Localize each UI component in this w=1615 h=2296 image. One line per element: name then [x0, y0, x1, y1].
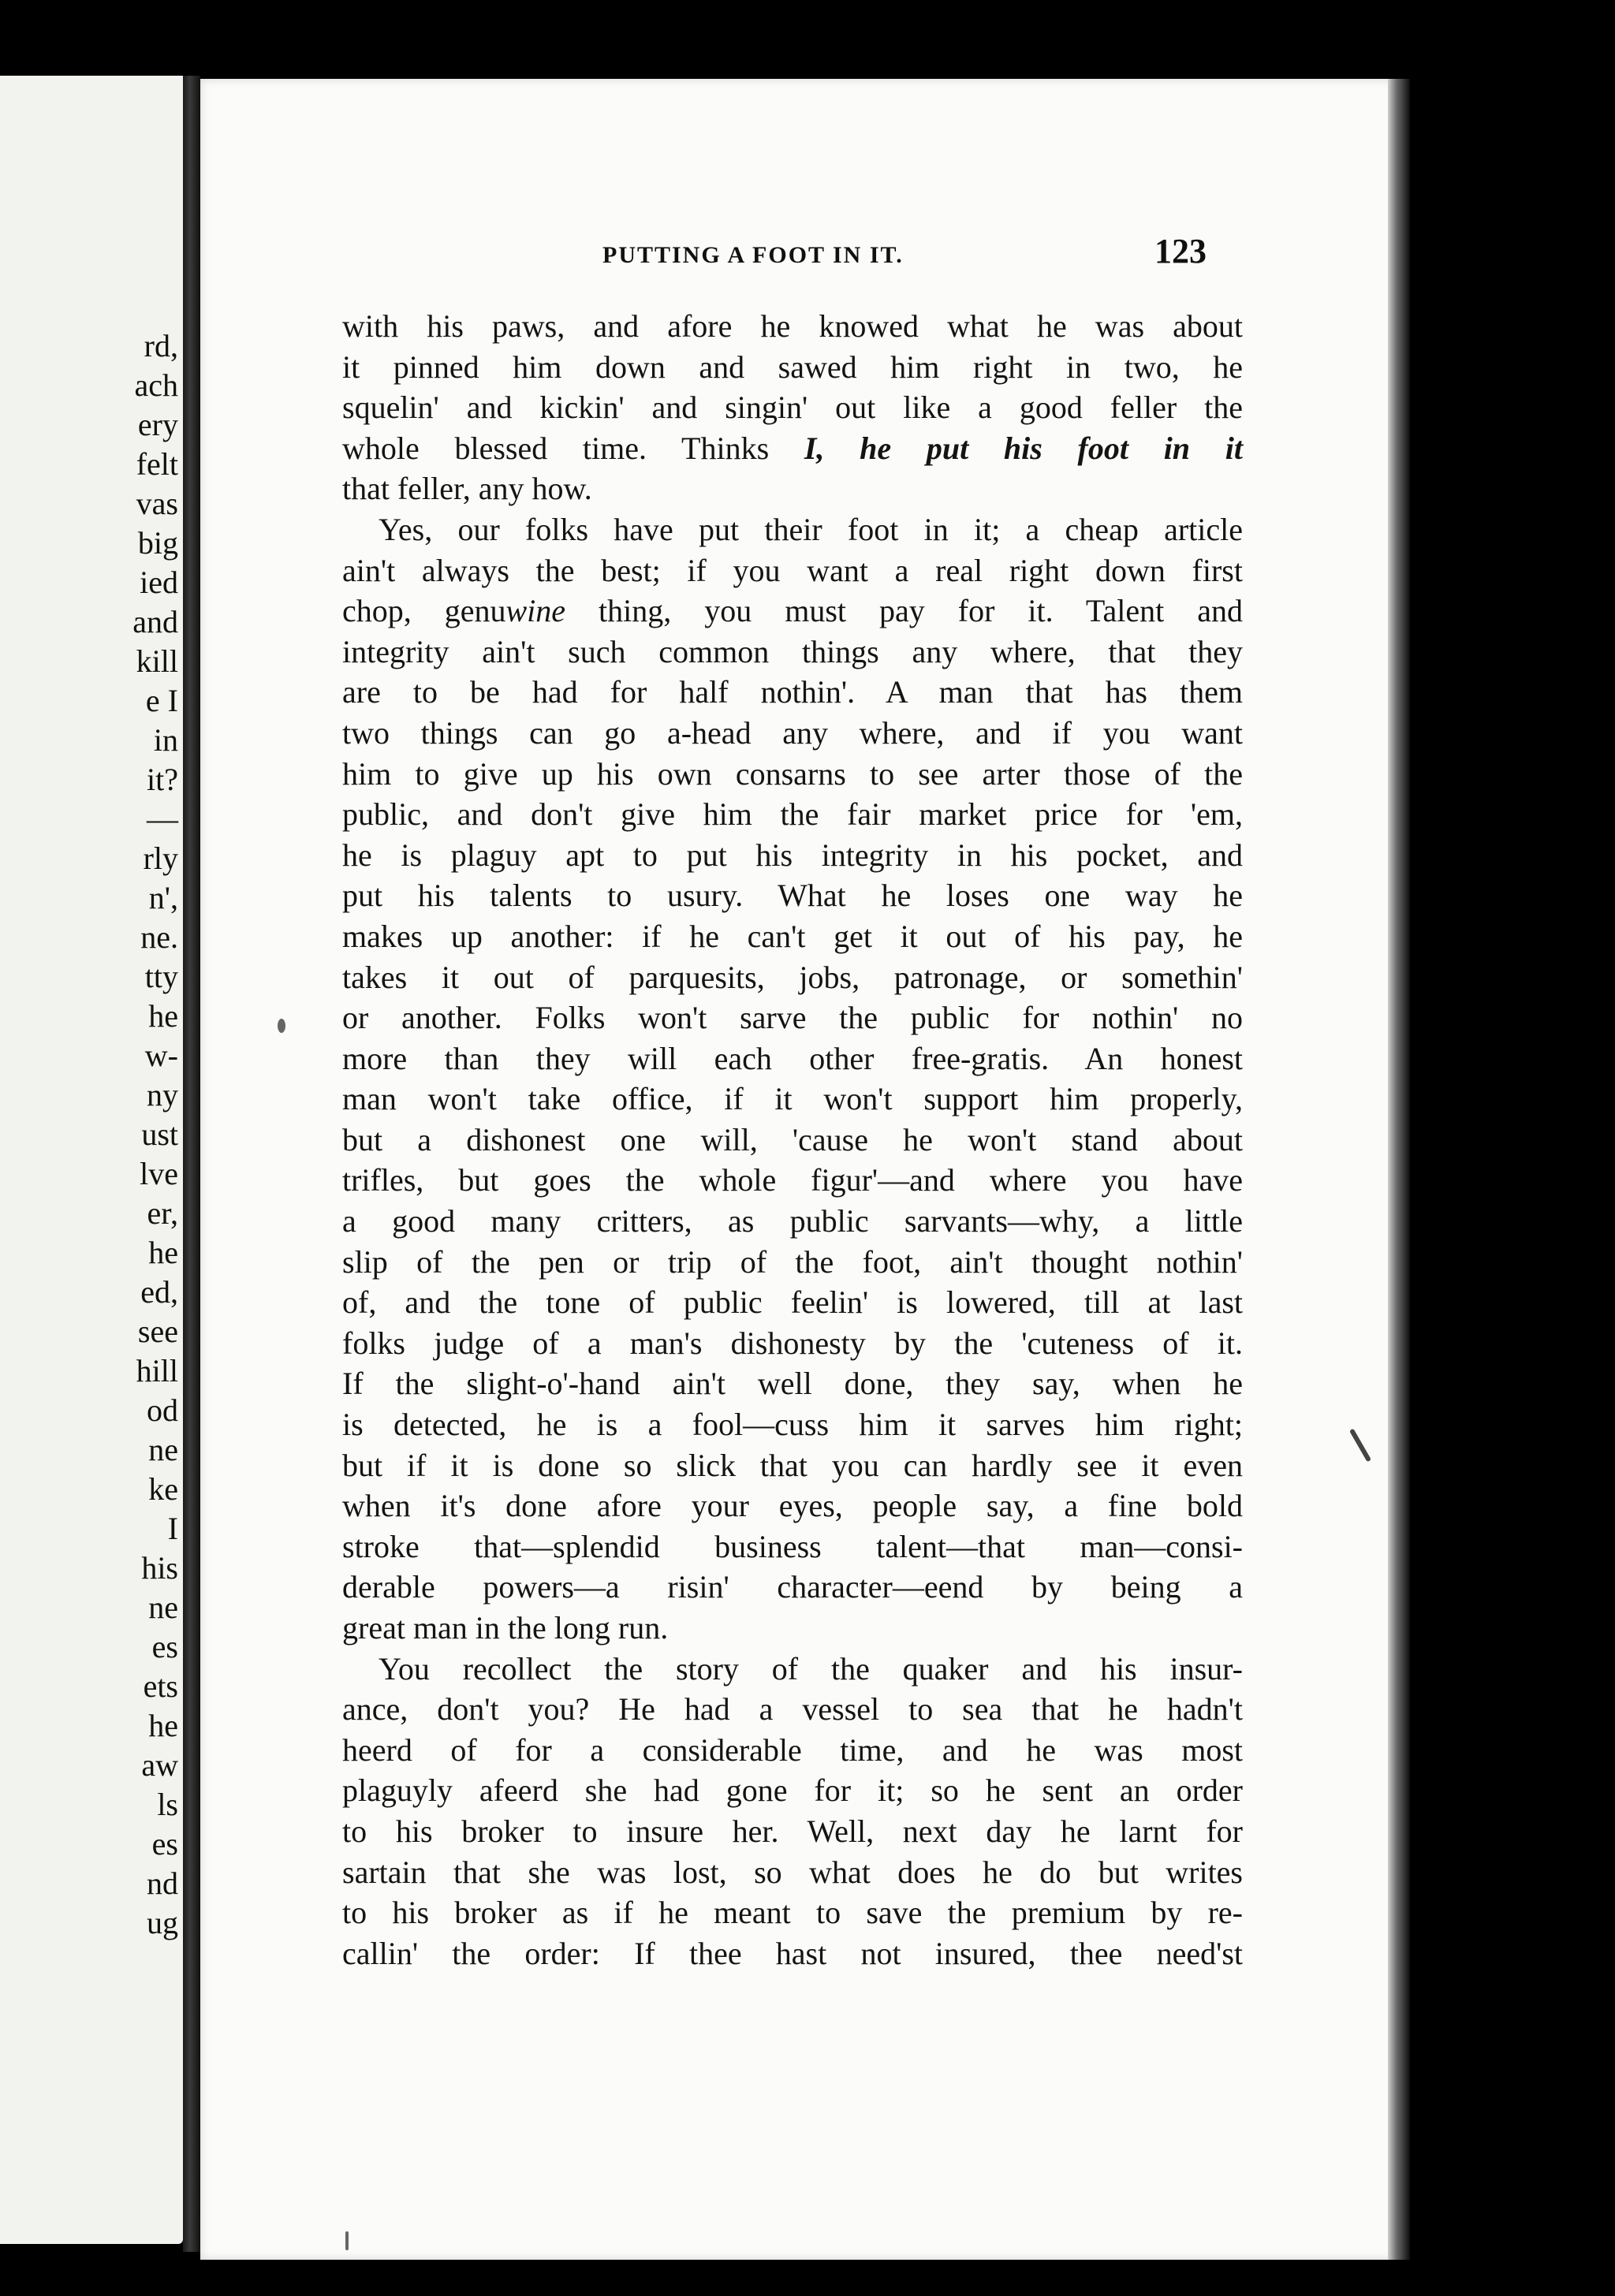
left-page-fragment: rly: [143, 840, 178, 876]
left-page-fragment: he: [148, 1708, 178, 1743]
text-line: him to give up his own consarns to see arter those of the: [342, 755, 1243, 792]
left-page-fragment: rd,: [144, 328, 178, 363]
text-line: callin' the order: If thee hast not insured, thee need'st: [342, 1935, 1243, 1971]
left-page-fragment: es: [151, 1629, 178, 1664]
text-line: great man in the long run.: [342, 1610, 669, 1646]
left-page-fragment: ke: [148, 1471, 178, 1507]
left-page-fragment: ery: [137, 407, 178, 442]
text-run: whole blessed time. Thinks: [342, 430, 804, 466]
text-line: but a dishonest one will, 'cause he won't stand about: [342, 1121, 1243, 1157]
left-page-fragment: ne: [148, 1590, 178, 1625]
italic-emphasis: wine: [505, 593, 566, 629]
text-line: he is plaguy apt to put his integrity in his pocket, and: [342, 837, 1243, 873]
text-line: but if it is done so slick that you can hardly see it even: [342, 1447, 1243, 1483]
book-gutter: [183, 76, 200, 2252]
left-page-fragment: I: [167, 1511, 178, 1546]
left-page-fragment: ne: [148, 1432, 178, 1467]
text-line: man won't take office, if it won't support him properly,: [342, 1081, 1243, 1117]
left-page-fragment: see: [137, 1314, 178, 1349]
text-line: ance, don't you? He had a vessel to sea that he hadn't: [342, 1691, 1243, 1728]
left-page-fragment: ug: [147, 1905, 178, 1940]
text-line: takes it out of parquesits, jobs, patronage, or somethin': [342, 959, 1243, 995]
left-page-fragment: ed,: [140, 1274, 178, 1310]
text-line: heerd of for a considerable time, and he was most: [342, 1731, 1243, 1768]
text-line: If the slight-o'-hand ain't well done, they say, when he: [342, 1366, 1243, 1402]
text-line: sartain that she was lost, so what does he do but writes: [342, 1854, 1243, 1890]
left-page-fragment: ust: [141, 1116, 178, 1152]
text-run: chop, genu: [342, 593, 506, 629]
paragraph-first-line: Yes, our folks have put their foot in it; a cheap article: [379, 511, 1243, 547]
text-line: [342, 591, 1243, 632]
left-page-fragment: it?: [147, 762, 178, 797]
left-page-text-fragments: [0, 326, 183, 1943]
left-page-fragment: ls: [157, 1787, 178, 1822]
text-line: [342, 428, 1243, 469]
running-head: PUTTING A FOOT IN IT.: [602, 242, 904, 268]
left-page-fragment: od: [147, 1392, 178, 1428]
text-line: are to be had for half nothin'. A man that has them: [342, 674, 1243, 710]
left-page-fragment: aw: [141, 1747, 178, 1783]
left-page-fragment: hill: [136, 1353, 178, 1388]
left-page-fragment: ach: [134, 367, 178, 403]
text-line: folks judge of a man's dishonesty by the 'cuteness of it.: [342, 1325, 1243, 1361]
text-line: makes up another: if he can't get it out of his pay, he: [342, 918, 1243, 954]
left-page-fragment: he: [148, 998, 178, 1034]
text-line: with his paws, and afore he knowed what he was about: [342, 308, 1243, 344]
text-line: derable powers—a risin' character—eend by being a: [342, 1569, 1243, 1605]
text-line: or another. Folks won't sarve the public for nothin' no: [342, 1000, 1243, 1036]
text-line: to his broker to insure her. Well, next day he larnt for: [342, 1813, 1243, 1849]
text-line: public, and don't give him the fair market price for 'em,: [342, 796, 1243, 833]
text-line: ain't always the best; if you want a real right down first: [342, 552, 1243, 588]
page-number: 123: [1154, 232, 1207, 270]
left-page-fragment: n',: [148, 880, 178, 915]
italic-emphasis: I, he put his foot in it: [804, 430, 1243, 466]
left-page-fragment: he: [148, 1235, 178, 1270]
text-line: is detected, he is a fool—cuss him it sarves him right;: [342, 1407, 1243, 1443]
left-page-fragment: and: [132, 604, 178, 639]
left-page-fragment: felt: [136, 446, 178, 482]
page-edge-shadow: [1388, 79, 1410, 2260]
text-line: that feller, any how.: [342, 471, 592, 507]
text-line: more than they will each other free-gratis. An honest: [342, 1040, 1243, 1076]
left-page-fragment: lve: [140, 1156, 178, 1191]
text-line: to his broker as if he meant to save the premium by re-: [342, 1895, 1243, 1931]
text-line: two things can go a-head any where, and if you want: [342, 714, 1243, 751]
text-line: of, and the tone of public feelin' is lowered, till at last: [342, 1284, 1243, 1321]
page-header: [602, 231, 1233, 278]
text-line: it pinned him down and sawed him right in two, he: [342, 348, 1243, 385]
left-page-fragment: nd: [147, 1866, 178, 1901]
left-page-fragment: tty: [144, 959, 178, 994]
left-page-fragment: ied: [140, 565, 178, 600]
left-page-fragment: ny: [147, 1077, 178, 1113]
left-page-fragment: vas: [136, 486, 178, 521]
text-run: thing, you must pay for it. Talent and: [565, 593, 1243, 629]
text-line: slip of the pen or trip of the foot, ain't thought nothin': [342, 1243, 1243, 1280]
scan-speck: [345, 2231, 349, 2250]
left-facing-page: [0, 76, 183, 2244]
text-line: integrity ain't such common things any where, that they: [342, 633, 1243, 669]
text-line: plaguyly afeerd she had gone for it; so he sent an order: [342, 1772, 1243, 1809]
body-text: [342, 306, 1243, 1974]
left-page-fragment: his: [141, 1550, 178, 1586]
left-page-fragment: es: [151, 1826, 178, 1862]
text-line: trifles, but goes the whole figur'—and where you have: [342, 1162, 1243, 1198]
left-page-fragment: big: [137, 525, 178, 561]
paragraph-first-line: You recollect the story of the quaker and his insur-: [379, 1650, 1243, 1687]
left-page-fragment: ets: [143, 1668, 178, 1704]
left-page-fragment: —: [147, 801, 178, 837]
scan-speck: [278, 1019, 285, 1033]
left-page-fragment: kill: [136, 643, 178, 679]
left-page-fragment: in: [153, 722, 178, 758]
text-line: stroke that—splendid business talent—that man—consi-: [342, 1528, 1243, 1564]
text-line: when it's done afore your eyes, people say, a fine bold: [342, 1488, 1243, 1524]
left-page-fragment: e I: [145, 683, 178, 718]
text-line: put his talents to usury. What he loses one way he: [342, 878, 1243, 914]
left-page-fragment: er,: [147, 1195, 178, 1231]
text-line: squelin' and kickin' and singin' out like a good feller the: [342, 390, 1243, 426]
text-line: a good many critters, as public sarvants—why, a little: [342, 1203, 1243, 1239]
left-page-fragment: w-: [144, 1038, 178, 1073]
left-page-fragment: ne.: [140, 919, 178, 955]
